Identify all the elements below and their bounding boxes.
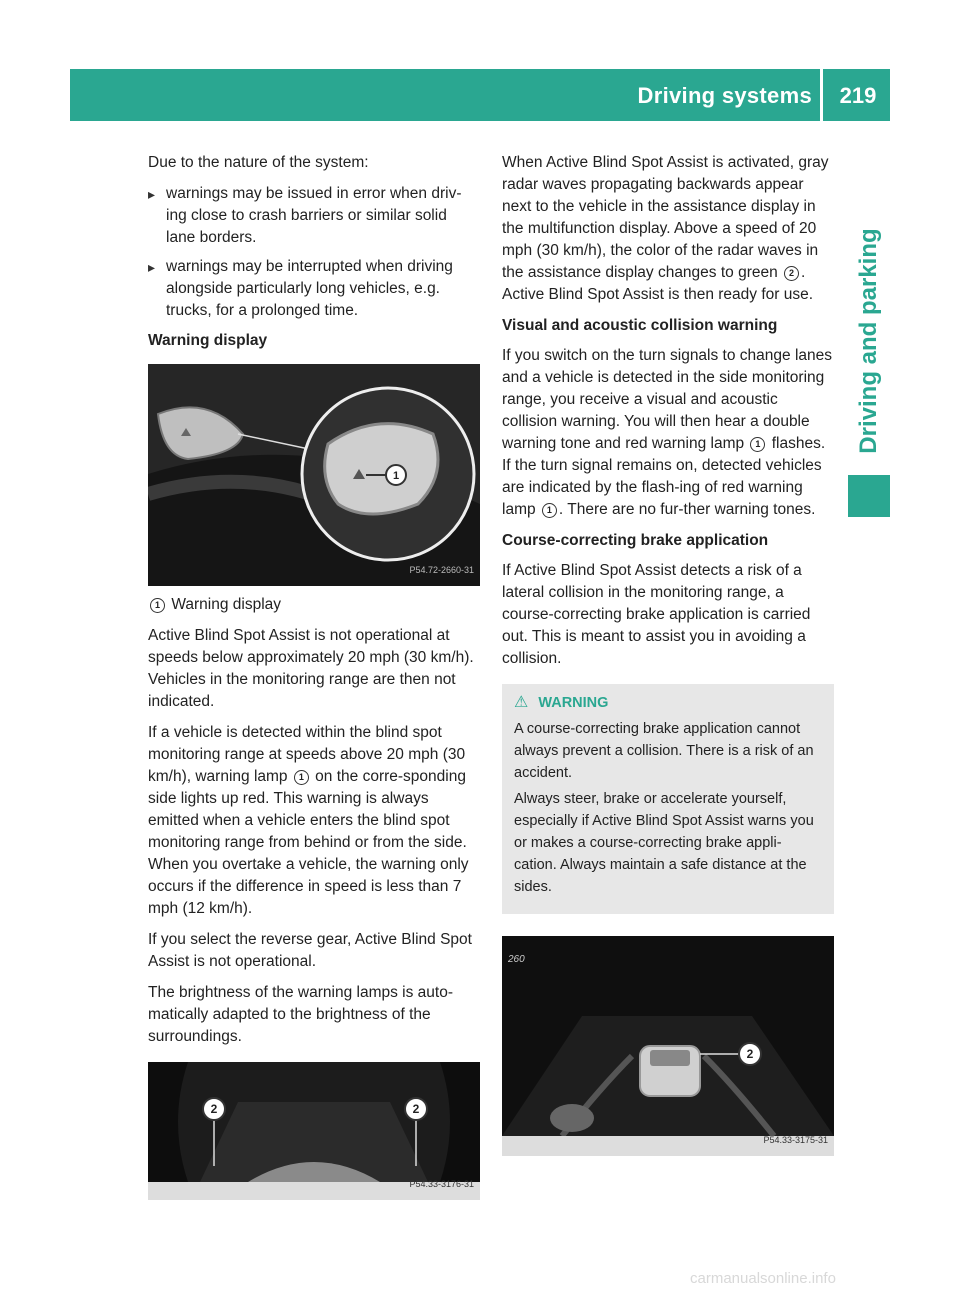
paragraph <box>148 722 480 920</box>
paragraph: If Active Blind Spot Assist detects a risk of a lateral collision in the monitoring range, a course-correcting brake application is carried out. This is meant to assist you in avoiding a collision. <box>502 562 811 667</box>
left-column <box>148 152 480 1200</box>
mirror-illustration <box>148 364 480 586</box>
section-heading: Warning display <box>148 332 268 349</box>
section-heading: Visual and acoustic collision warning <box>502 317 778 334</box>
callout-number: 1 <box>750 437 765 452</box>
right-column <box>502 152 834 1156</box>
warning-text: A course-correcting brake application cannot always prevent a collision. There is a risk of an accident. <box>514 721 814 781</box>
warning-header <box>514 692 824 714</box>
chapter-tab <box>848 228 890 454</box>
callout-2: 2 <box>746 1047 754 1061</box>
paragraph: Active Blind Spot Assist is not operational at speeds below approximately 20 mph (30 km/h). Vehicles in the monitoring range are then not indicated. <box>148 627 474 710</box>
warning-box <box>502 684 834 914</box>
warning-text: Always steer, brake or accelerate yourself, especially if Active Blind Spot Assist warns you or makes a course-correcting brake appli-cation. Always maintain a safe distance at the sides. <box>514 791 814 895</box>
callout-2-left: 2 <box>210 1102 218 1116</box>
text: . There are no fur-ther warning tones. <box>558 501 816 518</box>
section-heading: Course-correcting brake application <box>502 532 769 549</box>
mirror-image <box>148 364 480 586</box>
text: on the corre-sponding side lights up red. This warning is always emitted when a vehicle enters the blind spot monitoring range from behind or from the side. When you overtake a vehicle, the warning only occurs if the difference in speed is less than 7 mph (12 km/h). <box>148 768 469 917</box>
image-code: P54.33-3175-31 <box>763 1135 828 1145</box>
callout-number: 1 <box>542 503 557 518</box>
bullet-item: ▸ warnings may be interrupted when driving alongside particularly long vehicles, e.g. trucks, for a prolonged time. <box>148 256 480 322</box>
paragraph: If you select the reverse gear, Active Blind Spot Assist is not operational. <box>148 931 472 970</box>
text: . Active Blind Spot Assist is then ready for use. <box>502 264 814 303</box>
warning-title: WARNING <box>538 695 609 711</box>
image-code: P54.33-3176-31 <box>409 1179 474 1189</box>
warning-icon: ⚠ <box>514 694 529 711</box>
header-divider <box>820 69 823 121</box>
callout-2-right: 2 <box>412 1102 420 1116</box>
display-image <box>148 1062 480 1200</box>
chapter-marker <box>848 475 890 517</box>
intro-text: Due to the nature of the system: <box>148 154 369 171</box>
collision-display-illustration <box>502 936 834 1156</box>
bullet-item: ▸ warnings may be issued in error when driv-ing close to crash barriers or similar solid lane borders. <box>148 183 480 249</box>
section-title: Driving systems <box>637 83 812 108</box>
chapter-tab-label: Driving and parking <box>855 228 882 454</box>
callout-number: 1 <box>150 598 165 613</box>
text: When Active Blind Spot Assist is activated, gray radar waves propagating backwards appear next to the vehicle in the assistance display in the multifunction display. Above a speed of 20 mph (30 km/h), the color of the radar waves in the assistance display changes to green <box>502 154 829 281</box>
caption-text: Warning display <box>171 596 282 613</box>
page-header <box>70 69 890 121</box>
paragraph <box>502 152 834 306</box>
callout-number: 1 <box>294 770 309 785</box>
image-code: P54.72-2660-31 <box>409 565 474 575</box>
callout-1: 1 <box>392 470 400 482</box>
text: If a vehicle is detected within the blind spot monitoring range at speeds above 20 mph (30 km/h), warning lamp <box>148 724 466 785</box>
display-image <box>502 936 834 1156</box>
paragraph <box>502 345 834 521</box>
paragraph: The brightness of the warning lamps is auto-matically adapted to the brightness of the surroundings. <box>148 984 453 1045</box>
callout-number: 2 <box>784 266 799 281</box>
page-number: 219 <box>839 83 877 108</box>
text: flashes. If the turn signal remains on, detected vehicles are indicated by the flash-ing of red warning lamp <box>502 435 826 518</box>
figure-caption <box>148 594 480 616</box>
text: If you switch on the turn signals to change lanes and a vehicle is detected in the side monitoring range, you receive a visual and acoustic collision warning. You will then hear a double warning tone and red warning lamp <box>502 347 833 452</box>
watermark: carmanualsonline.info <box>690 1270 836 1287</box>
speed-label: 260 <box>508 954 525 965</box>
